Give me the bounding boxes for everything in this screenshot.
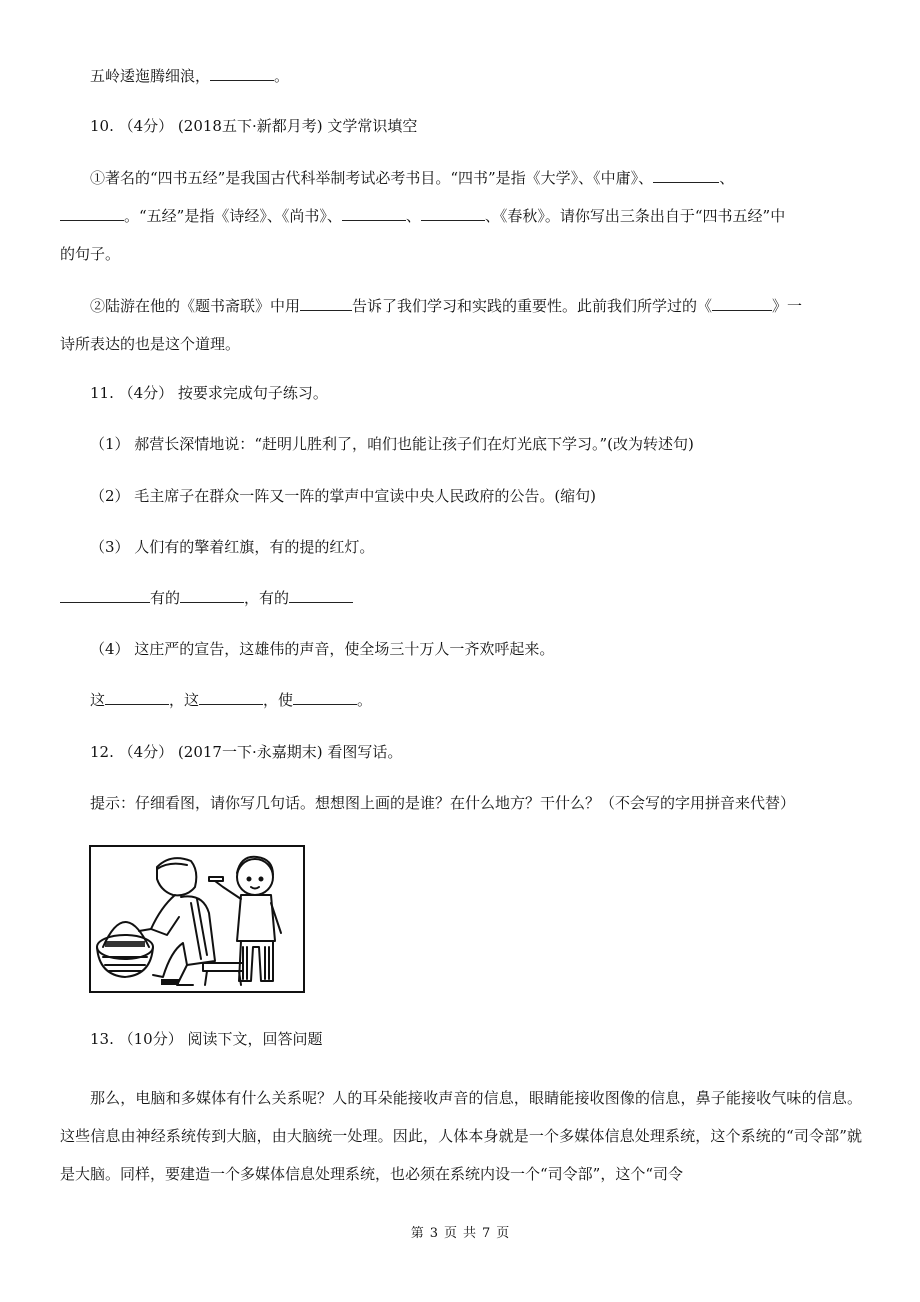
answer-blank[interactable] (210, 66, 274, 81)
illustration-child-combing-grandfather (89, 845, 305, 993)
answer-blank[interactable] (300, 296, 352, 311)
q10-paragraph-1-line-3: 的句子。 (60, 245, 121, 263)
q11-sentence-4-fill: 这 ，这 ，使 。 (90, 691, 373, 709)
current-page: 3 (429, 1226, 438, 1241)
q11-sentence-2: （2） 毛主席子在群众一阵又一阵的掌声中宣读中央人民政府的公告。(缩句) (90, 487, 597, 505)
q13-header: 13. （10分） 阅读下文，回答问题 (90, 1030, 323, 1048)
answer-blank[interactable] (653, 168, 719, 183)
answer-blank[interactable] (293, 690, 357, 705)
page-footer: 第 3 页 共 7 页 (410, 1226, 510, 1241)
illustration-drawing (91, 847, 303, 991)
q9-poem-line: 五岭逶迤腾细浪， 。 (90, 67, 290, 85)
answer-blank[interactable] (60, 588, 150, 603)
q13-passage: 那么，电脑和多媒体有什么关系呢？人的耳朵能接收声音的信息，眼睛能接收图像的信息，鼻子能接收气味的信息。这些信息由神经系统传到大脑，由大脑统一处理。因此，人体本身就是一个多媒体信息处理系统，这个系统的“司令部”就是大脑。同样，要建造一个多媒体信息处理系统，也必须在系统内设一个“司令部”，这个“司令 (60, 1089, 862, 1183)
q12-hint: 提示：仔细看图，请你写几句话。想想图上画的是谁？在什么地方？干什么？（不会写的字用拼音来代替） (90, 794, 796, 812)
answer-blank[interactable] (289, 588, 353, 603)
q10-paragraph-1-line-1: ①著名的“四书五经”是我国古代科举制考试必考书目。“四书”是指《大学》、《中庸》、 、 (90, 169, 735, 187)
q10-paragraph-2-line-2: 诗所表达的也是这个道理。 (60, 335, 241, 353)
answer-blank[interactable] (199, 690, 263, 705)
q11-sentence-3: （3） 人们有的擎着红旗，有的提的红灯。 (90, 538, 375, 556)
answer-blank[interactable] (342, 206, 406, 221)
q11-sentence-1: （1） 郝营长深情地说：“赶明儿胜利了，咱们也能让孩子们在灯光底下学习。”(改为转述句) (90, 435, 694, 453)
q11-header: 11. （4分） 按要求完成句子练习。 (90, 384, 328, 402)
answer-blank[interactable] (712, 296, 772, 311)
q12-header: 12. （4分） (2017一下·永嘉期末) 看图写话。 (90, 743, 403, 761)
q10-paragraph-2-line-1: ②陆游在他的《题书斋联》中用 告诉了我们学习和实践的重要性。此前我们所学过的《 》一 (90, 297, 803, 315)
answer-blank[interactable] (421, 206, 485, 221)
q11-sentence-4: （4） 这庄严的宣告，这雄伟的声音，使全场三十万人一齐欢呼起来。 (90, 640, 555, 658)
q10-header: 10. （4分） (2018五下·新都月考) 文学常识填空 (90, 117, 418, 135)
total-pages: 7 (482, 1226, 491, 1241)
answer-blank[interactable] (180, 588, 244, 603)
answer-blank[interactable] (60, 206, 124, 221)
answer-blank[interactable] (105, 690, 169, 705)
q11-sentence-3-fill: 有的 ，有的 (60, 588, 353, 608)
q10-paragraph-1-line-2: 。“五经”是指《诗经》、《尚书》、 、 、《春秋》。请你写出三条出自于“四书五经”中 (60, 206, 785, 226)
